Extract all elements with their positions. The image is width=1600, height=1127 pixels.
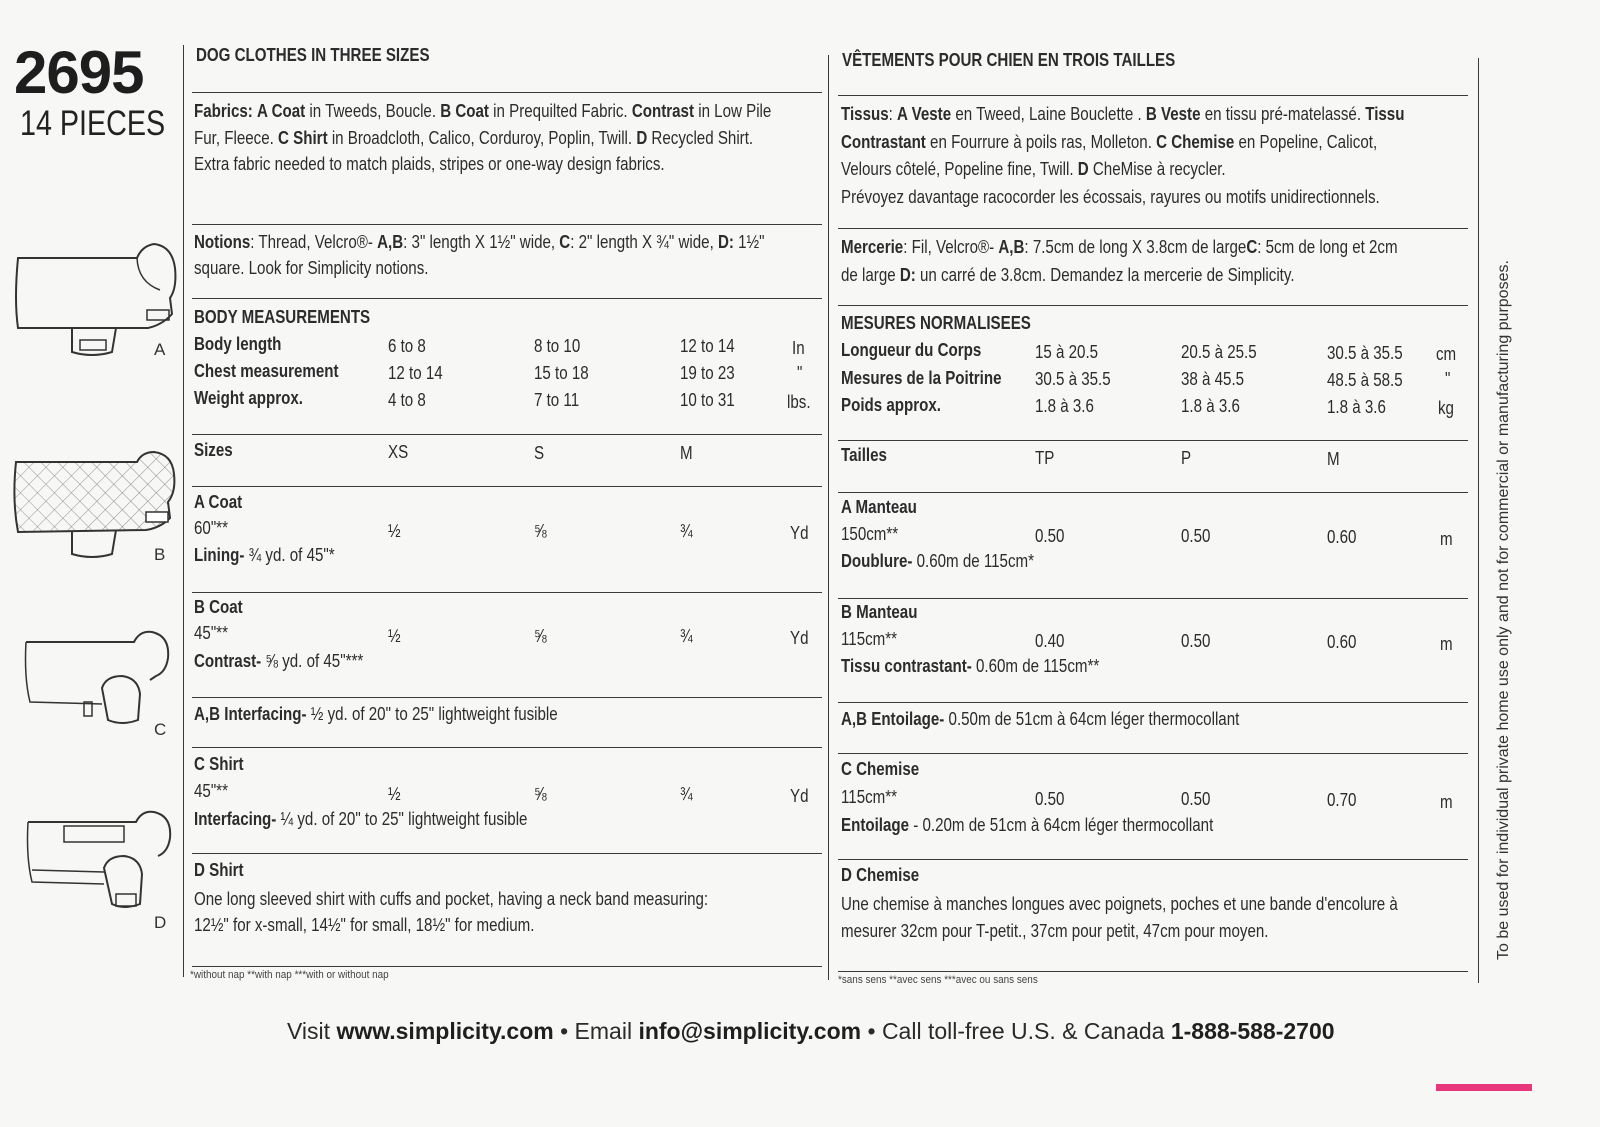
body-measurements-title: BODY MEASUREMENTS	[194, 307, 371, 327]
measurement-label: Mesures de la Poitrine	[841, 368, 1002, 388]
sizes-label: Sizes	[194, 440, 233, 460]
d-chemise-line-1: Une chemise à manches longues avec poignets, poches et une bande d'encolure à	[841, 894, 1398, 914]
measurement-value: 12 to 14	[680, 336, 735, 356]
measurement-value: 1.8 à 3.6	[1327, 397, 1386, 417]
yardage-value: ⅝	[534, 784, 547, 804]
section-title: B Manteau	[841, 602, 918, 622]
divider	[838, 305, 1468, 306]
notions-line-1: Notions: Thread, Velcro®- A,B: 3" length X 1½" wide, C: 2" length X ¾" wide, D: 1½"	[194, 232, 765, 252]
yardage-value: ¾	[680, 626, 693, 646]
measurement-value: 12 to 14	[388, 363, 443, 383]
divider	[192, 92, 822, 93]
column-divider	[828, 55, 829, 980]
yardage-value: ½	[388, 626, 401, 646]
yardage-value: 0.60	[1327, 527, 1357, 547]
divider	[838, 702, 1468, 703]
column-divider	[1478, 58, 1479, 983]
accent-bar	[1436, 1084, 1532, 1091]
ab-interfacing-line: A,B Interfacing- ½ yd. of 20" to 25" lightweight fusible	[194, 704, 558, 724]
measurement-unit: "	[1445, 369, 1451, 389]
ab-entoilage-line: A,B Entoilage- 0.50m de 51cm à 64cm léger thermocollant	[841, 709, 1240, 729]
yardage-unit: Yd	[790, 523, 809, 543]
fabrics-line-1: Fabrics: A Coat in Tweeds, Boucle. B Coat in Prequilted Fabric. Contrast in Low Pile	[194, 101, 772, 121]
fabric-width: 60"**	[194, 518, 228, 538]
yardage-value: ⅝	[534, 626, 547, 646]
measurement-value: 15 à 20.5	[1035, 342, 1099, 362]
section-title: A Coat	[194, 492, 243, 512]
measurement-unit: In	[792, 338, 805, 358]
measurement-value: 7 to 11	[534, 390, 580, 410]
divider	[192, 747, 822, 748]
mercerie-line-1: Mercerie: Fil, Velcro®- A,B: 7.5cm de long X 3.8cm de largeC: 5cm de long et 2cm	[841, 237, 1398, 257]
divider	[192, 592, 822, 593]
yardage-value: 0.50	[1181, 526, 1211, 546]
view-label: B	[154, 545, 166, 564]
size-value: S	[534, 443, 545, 463]
tissus-line-3: Velours côtelé, Popeline fine, Twill. D CheMise à recycler.	[841, 159, 1226, 179]
section-title: C Shirt	[194, 754, 244, 774]
divider	[838, 971, 1468, 972]
notions-line-2: square. Look for Simplicity notions.	[194, 258, 429, 278]
section-title: A Manteau	[841, 497, 917, 517]
measurement-value: 20.5 à 25.5	[1181, 342, 1257, 362]
measurement-label: Longueur du Corps	[841, 340, 982, 360]
size-value: M	[680, 443, 693, 463]
fabric-width: 45"**	[194, 781, 228, 801]
yardage-value: ¾	[680, 784, 693, 804]
divider	[192, 298, 822, 299]
phone-number: 1-888-588-2700	[1170, 1018, 1335, 1044]
divider	[838, 753, 1468, 754]
view-label: D	[154, 913, 167, 932]
entoilage-line: Entoilage - 0.20m de 51cm à 64cm léger thermocollant	[841, 815, 1214, 835]
footnote: *sans sens **avec sens ***avec ou sans sens	[838, 974, 1038, 986]
usage-disclaimer: To be used for individual private home use only and not for commercial or manufacturing purposes.	[1495, 260, 1512, 960]
yardage-unit: m	[1440, 792, 1453, 812]
divider	[838, 859, 1468, 860]
fabrics-line-3: Extra fabric needed to match plaids, stripes or one-way design fabrics.	[194, 154, 665, 174]
measurement-unit: kg	[1438, 398, 1454, 418]
measurement-label: Body length	[194, 334, 282, 354]
measurement-unit: lbs.	[787, 392, 811, 412]
divider	[192, 966, 822, 967]
view-label: C	[154, 720, 167, 739]
fabric-width: 150cm**	[841, 524, 899, 544]
measurement-value: 30.5 à 35.5	[1035, 369, 1111, 389]
divider	[838, 440, 1468, 441]
fabric-width: 45"**	[194, 623, 228, 643]
measurement-value: 1.8 à 3.6	[1181, 396, 1240, 416]
yardage-value: ½	[388, 521, 401, 541]
tissus-line-4: Prévoyez davantage racocorder les écossais, rayures ou motifs unidirectionnels.	[841, 187, 1380, 207]
mercerie-line-2: de large D: un carré de 3.8cm. Demandez la mercerie de Simplicity.	[841, 265, 1295, 285]
size-value: XS	[388, 442, 409, 462]
size-value: TP	[1035, 448, 1055, 468]
divider	[838, 492, 1468, 493]
yardage-value: ¾	[680, 521, 693, 541]
yardage-value: ½	[388, 784, 401, 804]
measurement-value: 38 à 45.5	[1181, 369, 1245, 389]
mesures-title: MESURES NORMALISEES	[841, 313, 1031, 333]
yardage-value: ⅝	[534, 521, 547, 541]
d-chemise-line-2: mesurer 32cm pour T-petit., 37cm pour petit, 47cm pour moyen.	[841, 921, 1269, 941]
pieces-count: 14 PIECES	[20, 104, 166, 143]
yardage-value: 0.50	[1181, 789, 1211, 809]
yardage-value: 0.60	[1327, 632, 1357, 652]
tissu-contrastant-line: Tissu contrastant- 0.60m de 115cm**	[841, 656, 1100, 676]
yardage-value: 0.70	[1327, 790, 1357, 810]
yardage-unit: m	[1440, 634, 1453, 654]
pattern-number: 2695	[14, 39, 144, 106]
yardage-unit: Yd	[790, 786, 809, 806]
yardage-value: 0.40	[1035, 631, 1065, 651]
email-link[interactable]: info@simplicity.com	[638, 1018, 862, 1044]
yardage-unit: m	[1440, 529, 1453, 549]
d-shirt-line-1: One long sleeved shirt with cuffs and pocket, having a neck band measuring:	[194, 889, 709, 909]
footnote: *without nap **with nap ***with or without nap	[190, 969, 389, 981]
french-title: VÊTEMENTS POUR CHIEN EN TROIS TAILLES	[842, 50, 1176, 70]
contact-footer: Visit www.simplicity.com • Email info@simplicity.com • Call toll-free U.S. & Canada 1-888-588-2700	[287, 1018, 1335, 1044]
measurement-value: 1.8 à 3.6	[1035, 396, 1094, 416]
size-value: M	[1327, 449, 1340, 469]
english-title: DOG CLOTHES IN THREE SIZES	[196, 45, 430, 65]
yardage-unit: Yd	[790, 628, 809, 648]
lining-line: Lining- ¾ yd. of 45"*	[194, 545, 335, 565]
divider	[192, 224, 822, 225]
measurement-label: Chest measurement	[194, 361, 339, 381]
measurement-value: 8 to 10	[534, 336, 581, 356]
tissus-line-2: Contrastant en Fourrure à poils ras, Molleton. C Chemise en Popeline, Calicot,	[841, 132, 1378, 152]
website-link[interactable]: www.simplicity.com	[336, 1018, 554, 1044]
size-value: P	[1181, 448, 1192, 468]
measurement-value: 4 to 8	[388, 390, 426, 410]
section-title: B Coat	[194, 597, 243, 617]
interfacing-line: Interfacing- ¼ yd. of 20" to 25" lightweight fusible	[194, 809, 528, 829]
measurement-value: 48.5 à 58.5	[1327, 370, 1403, 390]
measurement-value: 15 to 18	[534, 363, 589, 383]
fabric-width: 115cm**	[841, 629, 898, 649]
yardage-value: 0.50	[1181, 631, 1211, 651]
section-title: D Shirt	[194, 860, 244, 880]
divider	[838, 95, 1468, 96]
measurement-unit: "	[797, 363, 803, 383]
divider	[838, 598, 1468, 599]
tailles-label: Tailles	[841, 445, 887, 465]
measurement-unit: cm	[1436, 344, 1457, 364]
fabrics-line-2: Fur, Fleece. C Shirt in Broadcloth, Calico, Corduroy, Poplin, Twill. D Recycled Shirt.	[194, 128, 754, 148]
section-title: D Chemise	[841, 865, 920, 885]
d-shirt-line-2: 12½" for x-small, 14½" for small, 18½" for medium.	[194, 915, 535, 935]
fabric-width: 115cm**	[841, 787, 898, 807]
divider	[192, 486, 822, 487]
measurement-value: 19 to 23	[680, 363, 735, 383]
measurement-value: 6 to 8	[388, 336, 426, 356]
yardage-value: 0.50	[1035, 526, 1065, 546]
measurement-value: 10 to 31	[680, 390, 735, 410]
measurement-label: Poids approx.	[841, 395, 941, 415]
column-divider	[183, 45, 184, 977]
divider	[192, 697, 822, 698]
contrast-line: Contrast- ⅝ yd. of 45"***	[194, 651, 364, 671]
doublure-line: Doublure- 0.60m de 115cm*	[841, 551, 1034, 571]
view-d-illustration	[24, 808, 184, 920]
divider	[192, 853, 822, 854]
section-title: C Chemise	[841, 759, 920, 779]
divider	[192, 434, 822, 435]
tissus-line-1: Tissus: A Veste en Tweed, Laine Bouclette . B Veste en tissu pré-matelassé. Tissu	[841, 104, 1405, 124]
measurement-value: 30.5 à 35.5	[1327, 343, 1403, 363]
divider	[838, 228, 1468, 229]
measurement-label: Weight approx.	[194, 388, 303, 408]
yardage-value: 0.50	[1035, 789, 1065, 809]
view-label: A	[154, 340, 166, 359]
